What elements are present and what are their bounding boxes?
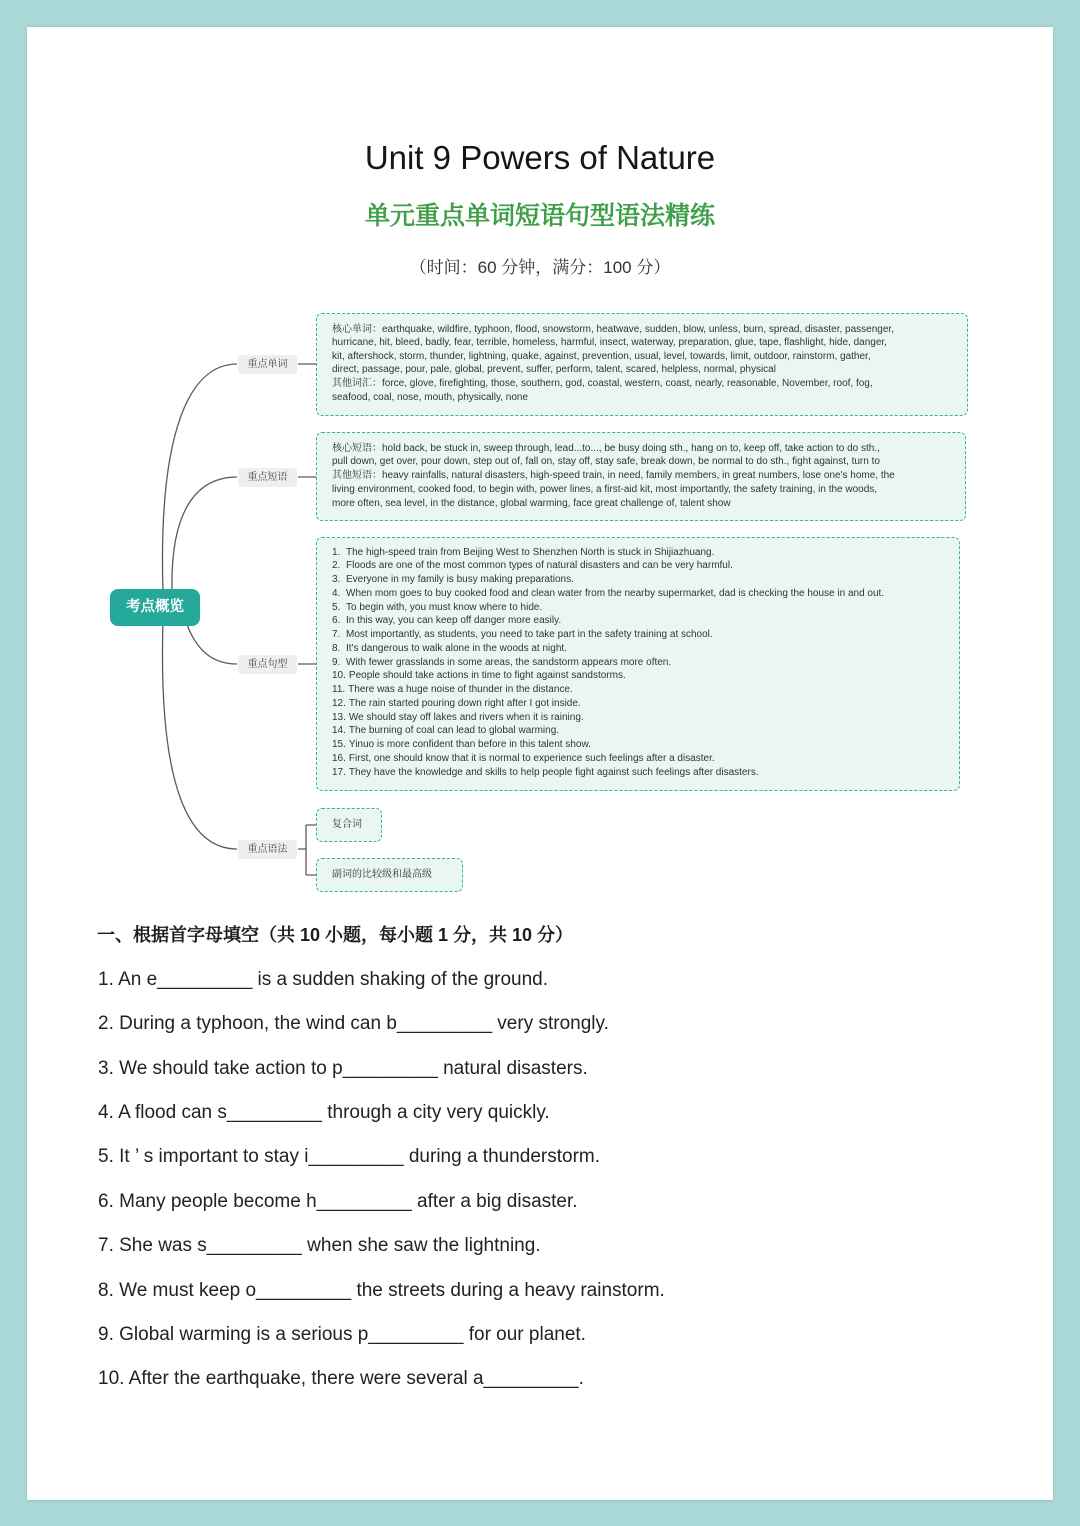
vocabulary-line: hurricane, hit, bleed, badly, fear, terrible, homeless, harmful, insect, waterway, preparation, glue, tape, flashlight, hide, danger, bbox=[332, 337, 887, 349]
sentence-number: 16. bbox=[332, 752, 346, 764]
sentence-item bbox=[332, 766, 884, 780]
branch-label-phrases: 重点短语 bbox=[238, 468, 297, 487]
sentence-text: To begin with, you must know where to hide. bbox=[346, 601, 543, 613]
phrases-box bbox=[316, 432, 966, 521]
sentence-text: They have the knowledge and skills to help people fight against such feelings after disasters. bbox=[348, 766, 759, 778]
question-item: 5. It ’ s important to stay i_________ during a thunderstorm. bbox=[98, 1146, 601, 1168]
sentence-item bbox=[332, 656, 884, 670]
sentence-number: 1. bbox=[332, 546, 341, 558]
sentence-text: When mom goes to buy cooked food and clean water from the nearby supermarket, dad is checking the house in and out. bbox=[346, 587, 885, 599]
mindmap-root-node: 考点概览 bbox=[110, 589, 200, 626]
sentence-number: 12. bbox=[332, 697, 346, 709]
phrases-line: 核心短语：hold back, be stuck in, sweep through, lead...to..., be busy doing sth., hang on to, keep off, take action to do sth., bbox=[332, 442, 880, 454]
vocabulary-line: 核心单词：earthquake, wildfire, typhoon, flood, snowstorm, heatwave, sudden, blow, unless, burn, spread, disaster, passenger, bbox=[332, 323, 894, 335]
sentence-item bbox=[332, 697, 884, 711]
sentence-item bbox=[332, 601, 884, 615]
curve-to-grammar bbox=[162, 622, 237, 849]
sentence-text: Most importantly, as students, you need to take part in the safety training at school. bbox=[346, 629, 713, 641]
question-item: 4. A flood can s_________ through a city very quickly. bbox=[98, 1101, 550, 1123]
sentences-list bbox=[332, 546, 884, 780]
sentence-number: 4. bbox=[332, 587, 341, 599]
grammar-item: 副词的比较级和最高级 bbox=[332, 869, 432, 880]
grammar-box-compound-words bbox=[316, 808, 382, 842]
vocabulary-box bbox=[316, 313, 968, 416]
vocabulary-lines bbox=[332, 323, 894, 405]
phrases-lines bbox=[332, 442, 895, 511]
sentence-text: There was a huge noise of thunder in the distance. bbox=[348, 684, 573, 696]
question-item: 2. During a typhoon, the wind can b_________ very strongly. bbox=[98, 1013, 609, 1035]
sentence-item bbox=[332, 642, 884, 656]
branch-label-sentences: 重点句型 bbox=[238, 655, 297, 674]
sentence-number: 15. bbox=[332, 739, 346, 751]
sentence-text: We should stay off lakes and rivers when it is raining. bbox=[348, 711, 584, 723]
sentence-text: Yinuo is more confident than before in this talent show. bbox=[348, 739, 591, 751]
sentence-number: 14. bbox=[332, 725, 346, 737]
question-item: 8. We must keep o_________ the streets during a heavy rainstorm. bbox=[98, 1279, 665, 1301]
sentence-number: 13. bbox=[332, 711, 346, 723]
curve-to-sentences bbox=[186, 622, 237, 664]
sentence-item bbox=[332, 546, 884, 560]
sentence-text: Floods are one of the most common types of natural disasters and can be very harmful. bbox=[346, 560, 733, 572]
sentence-text: People should take actions in time to fight against sandstorms. bbox=[348, 670, 626, 682]
sentence-item bbox=[332, 683, 884, 697]
vocabulary-line: 其他词汇：force, glove, firefighting, those, southern, god, coastal, western, coast, nearly, reasonable, November, roof, fog, bbox=[332, 378, 873, 390]
grammar-item: 复合词 bbox=[332, 819, 362, 830]
sentence-text: It's dangerous to walk alone in the woods at night. bbox=[346, 642, 567, 654]
sentence-number: 2. bbox=[332, 560, 341, 572]
sentence-number: 6. bbox=[332, 615, 341, 627]
sentence-item bbox=[332, 711, 884, 725]
sentence-item bbox=[332, 724, 884, 738]
question-list bbox=[98, 958, 665, 1402]
phrases-line: more often, sea level, in the distance, global warming, face great challenge of, talent show bbox=[332, 497, 731, 509]
page-subtitle: 单元重点单词短语句型语法精练 bbox=[364, 202, 715, 230]
sentence-number: 11. bbox=[332, 684, 346, 696]
phrases-line: 其他短语：heavy rainfalls, natural disasters, high-speed train, in need, family members, in great numbers, lose one's home, the bbox=[332, 470, 895, 482]
sentence-text: In this way, you can keep off danger more easily. bbox=[346, 615, 562, 627]
section-heading: 一、根据首字母填空（共 10 小题，每小题 1 分，共 10 分） bbox=[97, 925, 574, 945]
branch-label-grammar: 重点语法 bbox=[238, 840, 297, 859]
sentence-item bbox=[332, 738, 884, 752]
sentences-box bbox=[316, 537, 960, 791]
question-item: 10. After the earthquake, there were several a_________. bbox=[98, 1368, 584, 1390]
vocabulary-line: direct, passage, pour, pale, global, prevent, suffer, perform, talent, scared, helpless, normal, physical bbox=[332, 364, 776, 376]
question-item: 1. An e_________ is a sudden shaking of the ground. bbox=[98, 968, 549, 990]
branch-label-vocabulary: 重点单词 bbox=[238, 355, 297, 374]
page-title: Unit 9 Powers of Nature bbox=[364, 139, 716, 176]
sentence-item bbox=[332, 587, 884, 601]
sentence-number: 7. bbox=[332, 629, 341, 641]
sentence-number: 3. bbox=[332, 574, 341, 586]
sentence-number: 10. bbox=[332, 670, 346, 682]
sentence-number: 8. bbox=[332, 642, 341, 654]
phrases-line: living environment, cooked food, to begin with, power lines, a first-aid kit, most importantly, the safety training, in the woods, bbox=[332, 483, 878, 495]
vocabulary-line: kit, aftershock, storm, thunder, lightning, quake, against, prevention, usual, level, towards, limit, outdoor, rainstorm, gather, bbox=[332, 350, 871, 362]
sentence-item bbox=[332, 628, 884, 642]
connector-grammar-boxes bbox=[298, 825, 316, 875]
question-item: 3. We should take action to p_________ natural disasters. bbox=[98, 1057, 588, 1079]
sentence-number: 17. bbox=[332, 766, 346, 778]
sentence-item bbox=[332, 752, 884, 766]
sentence-number: 5. bbox=[332, 601, 341, 613]
time-and-score-info: （时间：60 分钟，满分：100 分） bbox=[409, 258, 671, 277]
curve-to-phrases bbox=[172, 477, 237, 592]
sentence-text: Everyone in my family is busy making preparations. bbox=[346, 574, 574, 586]
phrases-line: pull down, get over, pour down, step out of, fall on, stay off, stay safe, break down, be normal to do sth., fight against, turn to bbox=[332, 456, 880, 468]
question-item: 7. She was s_________ when she saw the lightning. bbox=[98, 1235, 541, 1257]
sentence-item bbox=[332, 614, 884, 628]
sentence-text: First, one should know that it is normal to experience such feelings after a disaster. bbox=[348, 752, 715, 764]
sentence-text: With fewer grasslands in some areas, the sandstorm appears more often. bbox=[346, 656, 672, 668]
question-item: 9. Global warming is a serious p_________ for our planet. bbox=[98, 1323, 586, 1345]
sentence-item bbox=[332, 559, 884, 573]
grammar-box-adverb-comparison bbox=[316, 858, 463, 892]
vocabulary-line: seafood, coal, nose, mouth, physically, none bbox=[332, 391, 529, 403]
sentence-number: 9. bbox=[332, 656, 341, 668]
sentence-text: The rain started pouring down right after I got inside. bbox=[348, 697, 581, 709]
sentence-item bbox=[332, 573, 884, 587]
sentence-text: The high-speed train from Beijing West to Shenzhen North is stuck in Shijiazhuang. bbox=[346, 546, 715, 558]
sentence-text: The burning of coal can lead to global warming. bbox=[348, 725, 560, 737]
sentence-item bbox=[332, 669, 884, 683]
question-item: 6. Many people become h_________ after a big disaster. bbox=[98, 1190, 578, 1212]
